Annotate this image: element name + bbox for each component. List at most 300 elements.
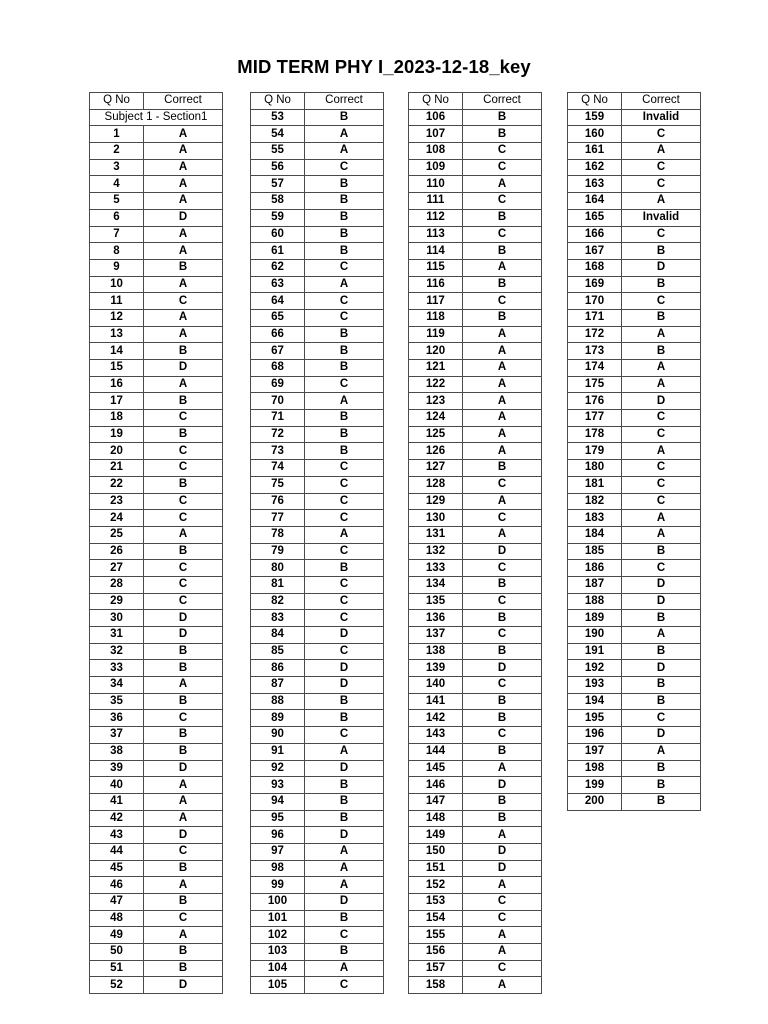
correct-answer: A — [144, 526, 223, 543]
correct-answer: C — [622, 159, 701, 176]
question-number: 61 — [251, 243, 305, 260]
correct-answer: B — [305, 710, 384, 727]
key-row — [568, 426, 701, 443]
question-number: 69 — [251, 376, 305, 393]
key-row — [90, 843, 223, 860]
correct-answer: C — [463, 593, 542, 610]
correct-answer: D — [144, 977, 223, 994]
correct-answer: C — [622, 176, 701, 193]
correct-answer: D — [144, 209, 223, 226]
correct-answer: B — [144, 860, 223, 877]
correct-answer: B — [622, 309, 701, 326]
key-row — [90, 910, 223, 927]
correct-answer: C — [305, 977, 384, 994]
correct-answer: B — [144, 393, 223, 410]
correct-answer: C — [305, 927, 384, 944]
question-number: 113 — [409, 226, 463, 243]
key-row — [409, 209, 542, 226]
question-number: 25 — [90, 526, 144, 543]
key-row — [90, 426, 223, 443]
question-number: 189 — [568, 610, 622, 627]
correct-answer: C — [144, 293, 223, 310]
correct-answer: B — [463, 209, 542, 226]
question-number: 112 — [409, 209, 463, 226]
question-number: 186 — [568, 560, 622, 577]
correct-answer: D — [622, 727, 701, 744]
key-row — [90, 927, 223, 944]
correct-answer: A — [463, 393, 542, 410]
correct-header: Correct — [463, 93, 542, 110]
header-row — [251, 93, 384, 110]
key-row — [251, 543, 384, 560]
correct-answer: D — [463, 660, 542, 677]
key-row — [90, 593, 223, 610]
key-row — [251, 443, 384, 460]
question-number: 140 — [409, 677, 463, 694]
question-number: 102 — [251, 927, 305, 944]
correct-answer: A — [144, 143, 223, 160]
key-row — [90, 576, 223, 593]
key-row — [251, 793, 384, 810]
correct-answer: B — [305, 109, 384, 126]
key-row — [568, 693, 701, 710]
question-number: 144 — [409, 743, 463, 760]
question-number: 64 — [251, 293, 305, 310]
question-number: 3 — [90, 159, 144, 176]
key-row — [90, 693, 223, 710]
page-title: MID TERM PHY I_2023-12-18_key — [237, 56, 531, 77]
key-row — [409, 860, 542, 877]
correct-answer: A — [463, 376, 542, 393]
correct-answer: A — [463, 343, 542, 360]
question-number: 149 — [409, 827, 463, 844]
key-row — [90, 259, 223, 276]
correct-answer: C — [463, 910, 542, 927]
key-row — [568, 493, 701, 510]
question-number: 170 — [568, 293, 622, 310]
key-row — [568, 159, 701, 176]
question-number: 143 — [409, 727, 463, 744]
question-number: 184 — [568, 526, 622, 543]
question-number: 115 — [409, 259, 463, 276]
question-number: 182 — [568, 493, 622, 510]
key-row — [251, 910, 384, 927]
key-row — [251, 610, 384, 627]
correct-answer: C — [144, 710, 223, 727]
question-number: 183 — [568, 510, 622, 527]
key-row — [251, 560, 384, 577]
question-number: 167 — [568, 243, 622, 260]
key-row — [90, 627, 223, 644]
key-row — [90, 526, 223, 543]
correct-answer: B — [463, 126, 542, 143]
question-number: 152 — [409, 877, 463, 894]
correct-answer: B — [463, 576, 542, 593]
question-number: 134 — [409, 576, 463, 593]
correct-answer: B — [305, 226, 384, 243]
question-number: 77 — [251, 510, 305, 527]
key-row — [90, 977, 223, 994]
question-number: 185 — [568, 543, 622, 560]
key-row — [409, 944, 542, 961]
key-row — [568, 743, 701, 760]
correct-answer: C — [305, 576, 384, 593]
question-number: 44 — [90, 843, 144, 860]
correct-answer: D — [463, 543, 542, 560]
question-number: 108 — [409, 143, 463, 160]
key-row — [568, 660, 701, 677]
correct-answer: A — [144, 927, 223, 944]
question-number: 125 — [409, 426, 463, 443]
key-row — [251, 693, 384, 710]
correct-answer: D — [622, 660, 701, 677]
correct-answer: C — [305, 309, 384, 326]
key-row — [251, 393, 384, 410]
key-row — [568, 627, 701, 644]
question-number: 90 — [251, 727, 305, 744]
key-row — [251, 660, 384, 677]
correct-answer: B — [305, 243, 384, 260]
question-number: 87 — [251, 677, 305, 694]
key-row — [90, 193, 223, 210]
correct-answer: B — [305, 693, 384, 710]
question-number: 176 — [568, 393, 622, 410]
question-number: 159 — [568, 109, 622, 126]
key-row — [409, 927, 542, 944]
question-number: 51 — [90, 960, 144, 977]
key-row — [90, 309, 223, 326]
correct-answer: C — [144, 910, 223, 927]
key-row — [90, 376, 223, 393]
key-row — [409, 126, 542, 143]
correct-answer: C — [144, 560, 223, 577]
correct-answer: B — [144, 727, 223, 744]
key-row — [568, 376, 701, 393]
question-number: 92 — [251, 760, 305, 777]
key-row — [90, 360, 223, 377]
key-row — [409, 143, 542, 160]
question-number: 188 — [568, 593, 622, 610]
correct-answer: B — [305, 560, 384, 577]
correct-answer: A — [622, 743, 701, 760]
key-row — [568, 293, 701, 310]
key-row — [568, 793, 701, 810]
correct-answer: A — [144, 243, 223, 260]
question-number: 12 — [90, 309, 144, 326]
correct-answer: Invalid — [622, 209, 701, 226]
question-number: 164 — [568, 193, 622, 210]
correct-answer: B — [305, 944, 384, 961]
question-number: 52 — [90, 977, 144, 994]
correct-answer: B — [463, 643, 542, 660]
question-number: 118 — [409, 309, 463, 326]
correct-answer: A — [463, 526, 542, 543]
key-row — [409, 643, 542, 660]
key-row — [90, 159, 223, 176]
question-number: 135 — [409, 593, 463, 610]
question-number: 71 — [251, 410, 305, 427]
correct-answer: A — [622, 443, 701, 460]
header-row — [409, 93, 542, 110]
answer-key-table-3 — [408, 92, 542, 994]
correct-answer: B — [305, 326, 384, 343]
question-number: 78 — [251, 526, 305, 543]
question-number: 105 — [251, 977, 305, 994]
key-row — [90, 777, 223, 794]
key-row — [568, 360, 701, 377]
question-number: 195 — [568, 710, 622, 727]
correct-header: Correct — [144, 93, 223, 110]
question-number: 89 — [251, 710, 305, 727]
correct-answer: B — [622, 610, 701, 627]
correct-answer: D — [622, 593, 701, 610]
question-number: 141 — [409, 693, 463, 710]
key-row — [251, 426, 384, 443]
question-number: 79 — [251, 543, 305, 560]
correct-answer: B — [622, 343, 701, 360]
question-number: 128 — [409, 476, 463, 493]
question-number: 100 — [251, 894, 305, 911]
question-number: 48 — [90, 910, 144, 927]
question-number: 173 — [568, 343, 622, 360]
question-number: 96 — [251, 827, 305, 844]
key-row — [568, 143, 701, 160]
correct-answer: C — [622, 293, 701, 310]
key-row — [409, 610, 542, 627]
key-row — [251, 343, 384, 360]
question-number: 57 — [251, 176, 305, 193]
correct-answer: C — [622, 460, 701, 477]
question-number: 21 — [90, 460, 144, 477]
key-row — [568, 209, 701, 226]
correct-answer: A — [463, 944, 542, 961]
key-row — [409, 660, 542, 677]
key-row — [90, 293, 223, 310]
question-number: 17 — [90, 393, 144, 410]
question-number: 161 — [568, 143, 622, 160]
question-number: 11 — [90, 293, 144, 310]
question-number: 120 — [409, 343, 463, 360]
question-number: 172 — [568, 326, 622, 343]
question-number: 65 — [251, 309, 305, 326]
correct-answer: B — [144, 944, 223, 961]
key-row — [90, 677, 223, 694]
key-row — [409, 343, 542, 360]
question-number: 2 — [90, 143, 144, 160]
correct-answer: B — [144, 894, 223, 911]
question-number: 74 — [251, 460, 305, 477]
key-row — [90, 743, 223, 760]
question-number: 70 — [251, 393, 305, 410]
question-number: 24 — [90, 510, 144, 527]
correct-answer: C — [144, 460, 223, 477]
correct-answer: A — [144, 193, 223, 210]
question-number: 132 — [409, 543, 463, 560]
question-number: 193 — [568, 677, 622, 694]
question-number: 197 — [568, 743, 622, 760]
question-number: 13 — [90, 326, 144, 343]
question-number: 1 — [90, 126, 144, 143]
key-row — [90, 460, 223, 477]
question-number: 55 — [251, 143, 305, 160]
correct-answer: C — [463, 727, 542, 744]
key-row — [409, 410, 542, 427]
correct-answer: B — [622, 793, 701, 810]
key-row — [90, 710, 223, 727]
question-number: 22 — [90, 476, 144, 493]
question-number: 45 — [90, 860, 144, 877]
question-number: 30 — [90, 610, 144, 627]
key-row — [568, 710, 701, 727]
key-row — [251, 410, 384, 427]
question-number: 137 — [409, 627, 463, 644]
question-number: 178 — [568, 426, 622, 443]
key-row — [568, 576, 701, 593]
correct-answer: B — [144, 743, 223, 760]
question-number: 83 — [251, 610, 305, 627]
question-number: 8 — [90, 243, 144, 260]
key-row — [568, 727, 701, 744]
correct-answer: D — [305, 660, 384, 677]
question-number: 31 — [90, 627, 144, 644]
correct-answer: C — [305, 259, 384, 276]
key-row — [409, 843, 542, 860]
correct-answer: D — [622, 393, 701, 410]
question-number: 165 — [568, 209, 622, 226]
key-row — [90, 143, 223, 160]
correct-answer: C — [144, 576, 223, 593]
question-number: 6 — [90, 209, 144, 226]
key-row — [409, 376, 542, 393]
question-number: 109 — [409, 159, 463, 176]
correct-answer: A — [144, 793, 223, 810]
question-number: 80 — [251, 560, 305, 577]
question-number: 181 — [568, 476, 622, 493]
question-number: 198 — [568, 760, 622, 777]
key-row — [409, 259, 542, 276]
section-label: Subject 1 - Section1 — [90, 109, 223, 126]
correct-answer: B — [622, 276, 701, 293]
correct-answer: B — [305, 443, 384, 460]
question-number: 60 — [251, 226, 305, 243]
key-row — [251, 126, 384, 143]
question-number: 187 — [568, 576, 622, 593]
correct-answer: A — [144, 226, 223, 243]
question-number: 162 — [568, 159, 622, 176]
question-number: 153 — [409, 894, 463, 911]
question-number: 5 — [90, 193, 144, 210]
key-row — [409, 493, 542, 510]
question-number: 88 — [251, 693, 305, 710]
correct-answer: C — [144, 410, 223, 427]
correct-answer: B — [622, 760, 701, 777]
correct-answer: B — [305, 193, 384, 210]
question-number: 35 — [90, 693, 144, 710]
key-row — [409, 894, 542, 911]
correct-answer: A — [463, 493, 542, 510]
key-row — [251, 743, 384, 760]
key-row — [251, 293, 384, 310]
question-number: 81 — [251, 576, 305, 593]
correct-answer: A — [463, 326, 542, 343]
question-number: 15 — [90, 360, 144, 377]
correct-answer: C — [305, 293, 384, 310]
key-row — [568, 510, 701, 527]
question-number: 103 — [251, 944, 305, 961]
key-row — [568, 526, 701, 543]
correct-answer: A — [144, 677, 223, 694]
question-number: 174 — [568, 360, 622, 377]
key-row — [568, 543, 701, 560]
question-number: 63 — [251, 276, 305, 293]
correct-answer: B — [305, 793, 384, 810]
question-number: 116 — [409, 276, 463, 293]
question-number: 117 — [409, 293, 463, 310]
correct-answer: A — [305, 526, 384, 543]
key-row — [90, 410, 223, 427]
correct-answer: B — [305, 910, 384, 927]
key-row — [90, 126, 223, 143]
question-number: 136 — [409, 610, 463, 627]
correct-answer: B — [305, 810, 384, 827]
key-row — [409, 960, 542, 977]
question-number: 107 — [409, 126, 463, 143]
key-row — [409, 760, 542, 777]
correct-answer: C — [622, 476, 701, 493]
key-row — [251, 944, 384, 961]
question-number: 95 — [251, 810, 305, 827]
correct-answer: C — [622, 226, 701, 243]
correct-answer: A — [305, 877, 384, 894]
correct-answer: A — [305, 393, 384, 410]
key-row — [409, 827, 542, 844]
question-number: 40 — [90, 777, 144, 794]
question-number: 62 — [251, 259, 305, 276]
correct-answer: B — [463, 276, 542, 293]
key-row — [409, 710, 542, 727]
question-number: 194 — [568, 693, 622, 710]
key-row — [568, 777, 701, 794]
key-row — [409, 693, 542, 710]
correct-answer: A — [305, 276, 384, 293]
correct-answer: B — [463, 743, 542, 760]
key-row — [251, 810, 384, 827]
key-row — [90, 226, 223, 243]
correct-answer: A — [305, 843, 384, 860]
question-number: 39 — [90, 760, 144, 777]
key-row — [568, 443, 701, 460]
correct-answer: A — [305, 743, 384, 760]
key-row — [90, 610, 223, 627]
question-number: 16 — [90, 376, 144, 393]
question-number: 123 — [409, 393, 463, 410]
correct-answer: A — [463, 760, 542, 777]
question-number: 14 — [90, 343, 144, 360]
correct-answer: C — [305, 476, 384, 493]
correct-answer: A — [144, 309, 223, 326]
key-row — [409, 810, 542, 827]
key-row — [409, 426, 542, 443]
correct-answer: A — [463, 977, 542, 994]
key-row — [251, 593, 384, 610]
key-row — [251, 109, 384, 126]
q-no-header: Q No — [568, 93, 622, 110]
question-number: 151 — [409, 860, 463, 877]
correct-answer: B — [622, 777, 701, 794]
key-row — [568, 276, 701, 293]
question-number: 72 — [251, 426, 305, 443]
key-row — [90, 476, 223, 493]
